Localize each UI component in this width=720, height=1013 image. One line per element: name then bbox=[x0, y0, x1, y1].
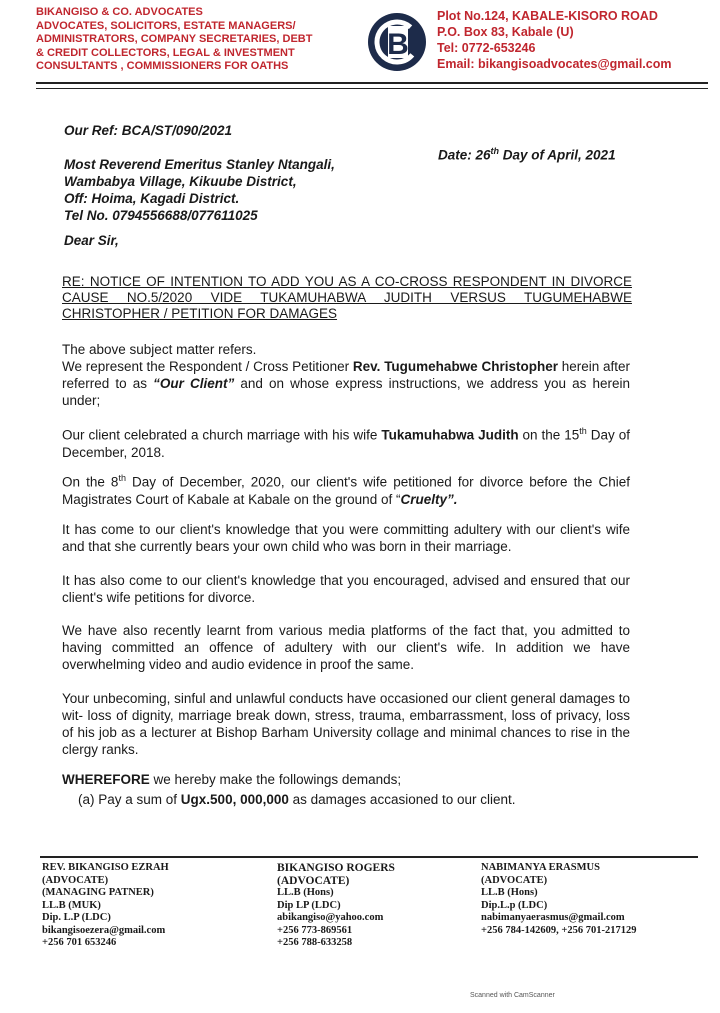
firm-logo bbox=[366, 10, 428, 74]
partner-email: abikangiso@yahoo.com bbox=[277, 912, 384, 923]
address-line: Off: Hoima, Kagadi District. bbox=[64, 191, 240, 206]
partner-phone: +256 773-869561 bbox=[277, 924, 353, 936]
footer-rule bbox=[40, 856, 698, 858]
paragraph-evidence: We have also recently learnt from various media platforms of the fact that, you admitted to having committed an offence of adultery with our client's wife. In addition we have overwhelming video and audio evidence in proof the same. bbox=[62, 623, 630, 672]
contact-line: Tel: 0772-653246 bbox=[437, 41, 536, 55]
partner-degree: LL.B (Hons) bbox=[481, 887, 538, 898]
paragraph-petition: On the 8th Day of December, 2020, our client's wife petitioned for divorce before the Chief Magistrates Court of Kabale at Kabale on the ground of “Cruelty”. bbox=[62, 473, 630, 507]
letterhead-rule-thin bbox=[36, 88, 708, 89]
partner-email: bikangisoezera@gmail.com bbox=[42, 924, 166, 936]
footer-partner-2 bbox=[277, 862, 395, 950]
contact-line: P.O. Box 83, Kabale (U) bbox=[437, 25, 574, 39]
letter-date: Date: 26th Day of April, 2021 bbox=[438, 146, 616, 163]
subject-line: RE: NOTICE OF INTENTION TO ADD YOU AS A CO-CROSS RESPONDENT IN DIVORCE CAUSE NO.5/2020 VIDE TUKAMUHABWA JUDITH VERSUS TUGUMEHABWE CHRISTOPHER / PETITION FOR DAMAGES bbox=[62, 274, 632, 321]
firm-line: CONSULTANTS , COMMISSIONERS FOR OATHS bbox=[36, 60, 289, 72]
firm-name-block bbox=[36, 6, 356, 74]
recipient-address bbox=[64, 156, 335, 224]
logo-letter: B bbox=[387, 28, 409, 61]
partner-title: (ADVOCATE) bbox=[42, 874, 109, 886]
firm-contact-block bbox=[437, 8, 707, 72]
footer-partner-3 bbox=[481, 862, 636, 937]
contact-line: Email: bikangisoadvocates@gmail.com bbox=[437, 57, 672, 71]
partner-degree: LL.B (MUK) bbox=[42, 899, 101, 911]
our-reference: Our Ref: BCA/ST/090/2021 bbox=[64, 123, 233, 138]
partner-name: BIKANGISO ROGERS bbox=[277, 862, 395, 874]
partner-email: nabimanyaerasmus@gmail.com bbox=[481, 912, 625, 923]
partner-diploma: Dip.L.p (LDC) bbox=[481, 899, 548, 911]
partner-phone: +256 788-633258 bbox=[277, 937, 353, 948]
paragraph-adultery: It has come to our client's knowledge that you were committing adultery with our client's wife and that she currently bears your own child who was born in their marriage. bbox=[62, 522, 630, 554]
paragraph-intro: The above subject matter refers. bbox=[62, 342, 257, 357]
partner-diploma: Dip LP (LDC) bbox=[277, 899, 341, 911]
partner-phone: +256 784-142609, +256 701-217129 bbox=[481, 924, 637, 936]
paragraph-marriage: Our client celebrated a church marriage with his wife Tukamuhabwa Judith on the 15th Day of December, 2018. bbox=[62, 426, 630, 460]
firm-line: ADMINISTRATORS, COMPANY SECRETARIES, DEBT bbox=[36, 33, 313, 45]
address-line: Tel No. 0794556688/077611025 bbox=[64, 208, 258, 223]
paragraph-representation: We represent the Respondent / Cross Petitioner Rev. Tugumehabwe Christopher herein after referred to as “Our Client” and on whose express instructions, we address you as herein under; bbox=[62, 359, 630, 408]
partner-name: REV. BIKANGISO EZRAH bbox=[42, 862, 169, 873]
scanner-watermark: Scanned with CamScanner bbox=[470, 992, 555, 999]
partner-degree: LL.B (Hons) bbox=[277, 887, 334, 898]
partner-diploma: Dip. L.P (LDC) bbox=[42, 912, 111, 923]
paragraph-damages: Your unbecoming, sinful and unlawful conducts have occasioned our client general damages to wit- loss of dignity, marriage break down, stress, trauma, embarrassment, loss of privacy, loss of his job as a lecturer at Bishop Barham University collage and minimal chances to rise in the clergy ranks. bbox=[62, 691, 630, 757]
firm-line: BIKANGISO & CO. ADVOCATES bbox=[36, 6, 203, 18]
partner-role: (MANAGING PATNER) bbox=[42, 887, 154, 898]
address-line: Most Reverend Emeritus Stanley Ntangali, bbox=[64, 157, 335, 172]
paragraph-wherefore: WHEREFORE we hereby make the followings demands; bbox=[62, 772, 402, 787]
firm-line: & CREDIT COLLECTORS, LEGAL & INVESTMENT bbox=[36, 46, 295, 59]
partner-title: (ADVOCATE) bbox=[277, 874, 350, 887]
address-line: Wambabya Village, Kikuube District, bbox=[64, 174, 297, 189]
partner-phone: +256 701 653246 bbox=[42, 937, 117, 948]
contact-line: Plot No.124, KABALE-KISORO ROAD bbox=[437, 9, 658, 23]
demand-a: (a) Pay a sum of Ugx.500, 000,000 as damages accasioned to our client. bbox=[78, 792, 516, 807]
partner-title: (ADVOCATE) bbox=[481, 874, 548, 886]
letterhead-rule bbox=[36, 82, 708, 84]
salutation: Dear Sir, bbox=[64, 233, 119, 248]
firm-line: ADVOCATES, SOLICITORS, ESTATE MANAGERS/ bbox=[36, 19, 296, 32]
footer-partner-1 bbox=[42, 862, 169, 950]
partner-name: NABIMANYA ERASMUS bbox=[481, 862, 600, 873]
paragraph-encouragement: It has also come to our client's knowledge that you encouraged, advised and ensured that our client's wife petitions for divorce. bbox=[62, 573, 630, 605]
